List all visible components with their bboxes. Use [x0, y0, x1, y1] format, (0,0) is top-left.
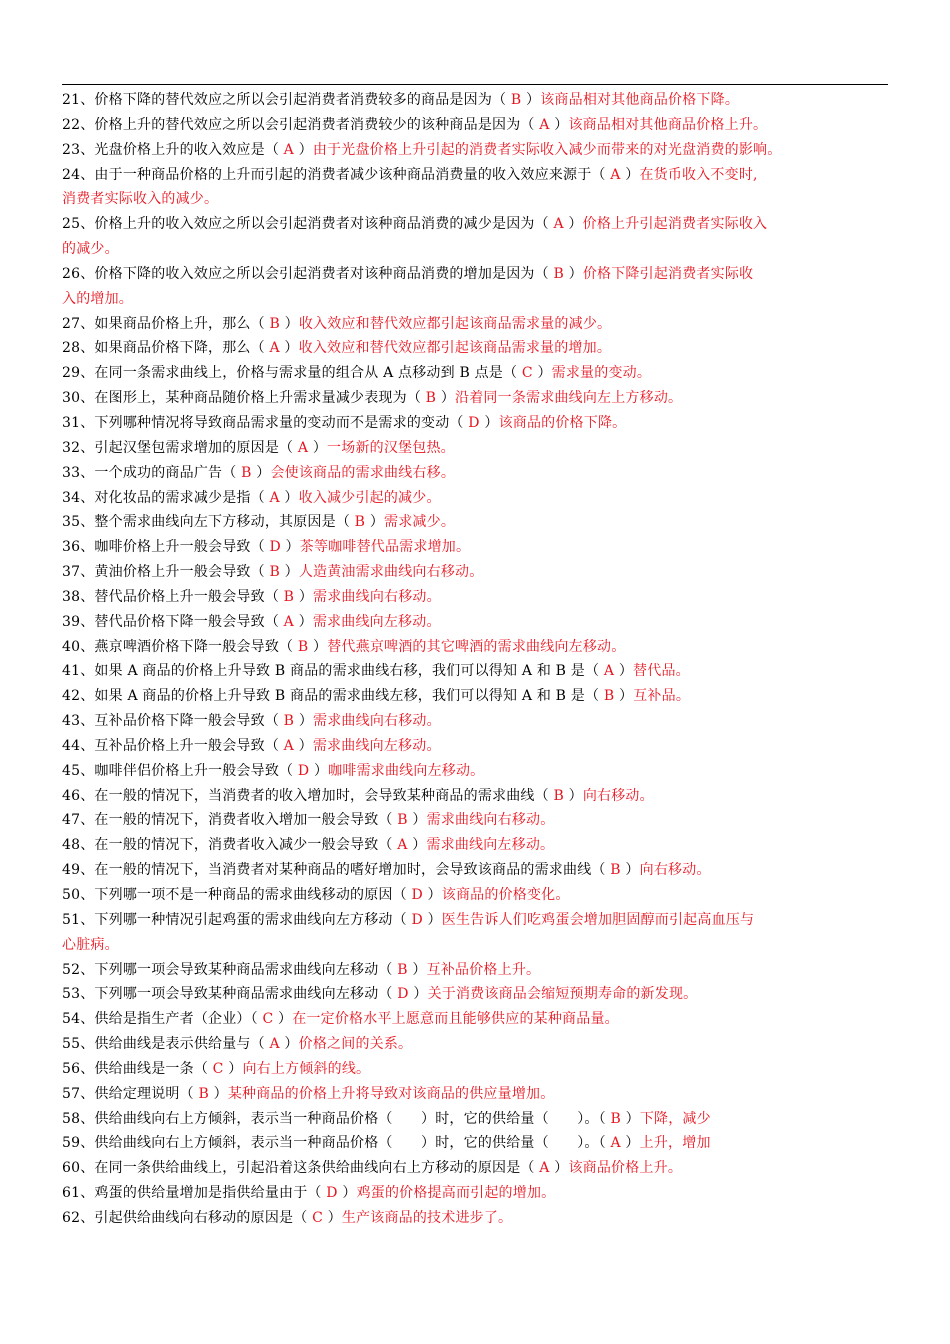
question-text: ）	[620, 862, 640, 879]
answer-text: 下降，减少	[639, 1110, 711, 1127]
question-text: 50、下列哪一项不是一种商品的需求曲线移动的原因（	[62, 887, 412, 903]
answer-text: B	[397, 812, 408, 829]
question-line	[62, 1007, 888, 1032]
answer-text: B	[198, 1085, 209, 1102]
question-line	[62, 287, 888, 312]
question-text: 37、黄油价格上升一般会导致（	[62, 564, 270, 581]
question-text: ）	[479, 414, 499, 431]
question-text: 61、鸡蛋的供给量增加是指供给量由于（	[62, 1185, 327, 1202]
question-text: 26、价格下降的收入效应之所以会引起消费者对该种商品消费的增加是因为（	[62, 265, 554, 282]
question-text: ）	[279, 315, 299, 332]
question-text: 60、在同一条供给曲线上，引起沿着这条供给曲线向右上方移动的原因是（	[62, 1160, 540, 1177]
question-text: ）	[309, 762, 329, 779]
answer-text: 需求曲线向左移动。	[312, 613, 441, 630]
question-line	[62, 784, 888, 809]
question-text: ）	[308, 439, 328, 456]
question-text: ）	[407, 812, 427, 829]
answer-text: 收入效应和替代效应都引起该商品需求量的减少。	[298, 315, 612, 332]
question-line	[62, 187, 888, 212]
question-line	[62, 535, 888, 560]
answer-text: A	[610, 1135, 621, 1152]
answer-text: 需求曲线向左移动。	[426, 837, 555, 854]
question-text: 45、咖啡伴侣价格上升一般会导致（	[62, 762, 298, 779]
question-text: 53、下列哪一项会导致某种商品需求曲线向左移动（	[62, 986, 398, 1003]
question-text: 38、替代品价格上升一般会导致（	[62, 588, 284, 605]
question-line	[62, 436, 888, 461]
question-line	[62, 908, 888, 933]
question-text: 36、咖啡价格上升一般会导致（	[62, 539, 270, 556]
question-line	[62, 958, 888, 983]
question-line	[62, 312, 888, 337]
question-text: ）	[337, 1185, 357, 1202]
answer-text: D	[297, 762, 310, 779]
question-text: ）	[279, 564, 299, 581]
question-text: 52、下列哪一项会导致某种商品需求曲线向左移动（	[62, 961, 398, 978]
question-line	[62, 212, 888, 237]
answer-text: 心脏病。	[62, 936, 119, 953]
answer-text: B	[553, 787, 564, 804]
question-text: 29、在同一条需求曲线上，价格与需求量的组合从 A 点移动到 B 点是（	[62, 365, 522, 382]
question-line	[62, 1206, 888, 1231]
question-text: ）	[422, 887, 442, 903]
question-line	[62, 585, 888, 610]
question-text: 49、在一般的情况下，当消费者对某种商品的嗜好增加时，会导致该商品的需求曲线（	[62, 862, 611, 879]
question-text: 39、替代品价格下降一般会导致（	[62, 613, 284, 630]
question-line	[62, 883, 888, 908]
question-text: 51、下列哪一种情况引起鸡蛋的需求曲线向左方移动（	[62, 911, 412, 928]
question-text: 25、价格上升的收入效应之所以会引起消费者对该种商品消费的减少是因为（	[62, 216, 554, 233]
answer-text: C	[521, 365, 533, 382]
answer-text: D	[468, 414, 480, 431]
question-line	[62, 1156, 888, 1181]
question-text: 33、一个成功的商品广告（	[62, 464, 242, 481]
answer-text: 需求曲线向左移动。	[312, 737, 441, 754]
question-text: ）	[549, 116, 569, 133]
question-line	[62, 386, 888, 411]
question-text: 44、互补品价格上升一般会导致（	[62, 737, 284, 754]
question-line	[62, 933, 888, 958]
question-text: 23、光盘价格上升的收入效应是（	[62, 141, 284, 158]
question-line	[62, 510, 888, 535]
question-line	[62, 709, 888, 734]
answer-text: A	[283, 737, 294, 754]
answer-text: D	[269, 539, 281, 556]
question-line	[62, 1082, 888, 1107]
question-text: 28、如果商品价格下降，那么（	[62, 340, 270, 357]
answer-text: 需求减少。	[384, 514, 456, 531]
answer-text: 生产该商品的技术进步了。	[341, 1209, 513, 1226]
question-text: ）	[614, 688, 634, 705]
answer-text: A	[269, 489, 280, 506]
answer-text: 价格下降引起消费者实际收	[582, 265, 754, 282]
answer-text: A	[397, 837, 408, 854]
question-text: ）	[280, 539, 300, 556]
question-list	[62, 88, 888, 1231]
question-line	[62, 858, 888, 883]
answer-text: 该商品相对其他商品价格下降。	[540, 92, 740, 108]
answer-text: 咖啡需求曲线向左移动。	[328, 762, 485, 779]
question-text: ）	[293, 613, 313, 630]
answer-text: A	[603, 663, 615, 680]
question-text: ）	[620, 166, 640, 183]
question-text: 40、燕京啤酒价格下降一般会导致（	[62, 638, 298, 655]
question-text: 21、价格下降的替代效应之所以会引起消费者消费较多的商品是因为（	[62, 92, 511, 108]
question-text: ）	[308, 638, 328, 655]
question-text: ）	[532, 365, 552, 382]
answer-text: B	[269, 564, 280, 581]
question-text: ）	[293, 737, 313, 754]
question-line	[62, 833, 888, 858]
question-line	[62, 411, 888, 436]
answer-text: 关于消费该商品会缩短预期寿命的新发现。	[427, 986, 698, 1003]
question-text: ）	[408, 986, 428, 1003]
question-line	[62, 1181, 888, 1206]
question-line	[62, 163, 888, 188]
question-text: 54、供给是指生产者（企业）（	[62, 1011, 263, 1028]
question-text: 55、供给曲线是表示供给量与（	[62, 1036, 270, 1053]
question-text: ）	[407, 837, 427, 854]
question-text: 34、对化妆品的需求减少是指（	[62, 489, 270, 506]
question-text: 41、如果 A 商品的价格上升导致 B 商品的需求曲线右移，我们可以得知 A 和 B 是（	[62, 663, 604, 680]
answer-text: 互补品价格上升。	[426, 961, 541, 978]
answer-text: B	[283, 713, 295, 730]
answer-text: 需求量的变动。	[551, 365, 652, 382]
answer-text: A	[539, 1160, 550, 1177]
answer-text: 向右上方倾斜的线。	[242, 1060, 371, 1077]
question-text: ）	[279, 340, 299, 357]
answer-text: 该商品价格上升。	[568, 1160, 683, 1177]
question-line	[62, 610, 888, 635]
answer-text: A	[539, 116, 550, 133]
answer-text: 某种商品的价格上升将导致对该商品的供应量增加。	[227, 1085, 555, 1102]
answer-text: 收入减少引起的减少。	[298, 489, 441, 506]
answer-text: 互补品。	[633, 688, 691, 705]
answer-text: 该商品的价格变化。	[441, 887, 570, 903]
question-text: 30、在图形上，某种商品随价格上升需求量减少表现为（	[62, 390, 426, 407]
answer-text: 在货币收入不变时,	[639, 166, 758, 183]
question-text: ）	[521, 92, 541, 108]
question-line	[62, 808, 888, 833]
header-rule	[62, 84, 888, 85]
answer-text: 医生告诉人们吃鸡蛋会增加胆固醇而引起高血压与	[441, 911, 755, 928]
question-text: ）	[279, 489, 299, 506]
answer-text: A	[283, 613, 294, 630]
answer-text: 需求曲线向右移动。	[313, 713, 441, 730]
question-line	[62, 262, 888, 287]
question-text: 32、引起汉堡包需求增加的原因是（	[62, 439, 298, 456]
question-line	[62, 237, 888, 262]
question-line	[62, 1032, 888, 1057]
answer-text: C	[262, 1011, 274, 1028]
question-text: ）	[294, 588, 314, 605]
answer-text: C	[212, 1060, 224, 1077]
answer-text: B	[283, 588, 295, 605]
answer-text: B	[603, 688, 615, 705]
answer-text: B	[397, 961, 408, 978]
answer-text: 一场新的汉堡包热。	[327, 439, 455, 456]
answer-text: B	[241, 464, 252, 481]
question-line	[62, 560, 888, 585]
question-line	[62, 982, 888, 1007]
question-text: 35、整个需求曲线向左下方移动，其原因是（	[62, 514, 355, 531]
answer-text: 需求曲线向右移动。	[426, 812, 555, 829]
question-text: ）	[223, 1060, 243, 1077]
question-line	[62, 113, 888, 138]
question-text: ）	[273, 1011, 293, 1028]
question-line	[62, 486, 888, 511]
answer-text: B	[610, 1110, 621, 1127]
question-line	[62, 1107, 888, 1132]
question-line	[62, 138, 888, 163]
answer-text: 该商品相对其他商品价格上升。	[568, 116, 768, 133]
answer-text: 价格之间的关系。	[298, 1036, 413, 1053]
answer-text: 替代燕京啤酒的其它啤酒的需求曲线向左移动。	[327, 638, 626, 655]
question-text: 62、引起供给曲线向右移动的原因是（	[62, 1209, 313, 1226]
question-line	[62, 336, 888, 361]
question-text: 24、由于一种商品价格的上升而引起的消费者减少该种商品消费量的收入效应来源于（	[62, 166, 611, 183]
answer-text: B	[510, 92, 522, 108]
answer-text: 沿着同一条需求曲线向左上方移动。	[455, 390, 683, 407]
question-line	[62, 659, 888, 684]
question-line	[62, 684, 888, 709]
answer-text: 的减少。	[62, 241, 119, 258]
question-text: 43、互补品价格下降一般会导致（	[62, 713, 284, 730]
question-text: 57、供给定理说明（	[62, 1085, 199, 1102]
question-text: ）	[323, 1209, 342, 1226]
answer-text: A	[297, 439, 309, 456]
question-text: ）	[407, 961, 427, 978]
question-line	[62, 88, 888, 113]
question-text: ）	[563, 265, 583, 282]
answer-text: D	[411, 887, 423, 903]
answer-text: A	[553, 216, 564, 233]
answer-text: 茶等咖啡替代品需求增加。	[299, 539, 471, 556]
question-line	[62, 1131, 888, 1156]
answer-text: 向右移动。	[639, 862, 711, 879]
answer-text: B	[354, 514, 366, 531]
question-line	[62, 361, 888, 386]
answer-text: D	[411, 911, 423, 928]
question-text: ）	[365, 514, 385, 531]
answer-text: 该商品的价格下降。	[498, 414, 627, 431]
answer-text: 鸡蛋的价格提高而引起的增加。	[356, 1185, 556, 1202]
answer-text: 需求曲线向右移动。	[313, 588, 441, 605]
question-text: ）	[422, 911, 442, 928]
question-text: 48、在一般的情况下，消费者收入减少一般会导致（	[62, 837, 398, 854]
answer-text: 向右移动。	[582, 787, 654, 804]
answer-text: A	[610, 166, 621, 183]
answer-text: D	[397, 986, 409, 1003]
question-text: 27、如果商品价格上升，那么（	[62, 315, 270, 332]
question-text: ）	[436, 390, 456, 407]
answer-text: 人造黄油需求曲线向右移动。	[298, 564, 484, 581]
answer-text: 在一定价格水平上愿意而且能够供应的某种商品量。	[292, 1011, 619, 1028]
question-line	[62, 759, 888, 784]
question-text: ）	[251, 464, 271, 481]
answer-text: 上升，增加	[639, 1135, 711, 1152]
answer-text: B	[425, 390, 437, 407]
question-text: 47、在一般的情况下，消费者收入增加一般会导致（	[62, 812, 398, 829]
question-text: ）	[294, 713, 314, 730]
answer-text: 入的增加。	[62, 290, 133, 307]
question-line	[62, 1057, 888, 1082]
question-text: 58、供给曲线向右上方倾斜，表示当一种商品价格（ ）时，它的供给量（ ）。（	[62, 1110, 611, 1127]
answer-text: A	[269, 340, 280, 357]
answer-text: D	[326, 1185, 338, 1202]
answer-text: B	[553, 265, 564, 282]
question-text: ）	[614, 663, 634, 680]
question-text: 31、下列哪种情况将导致商品需求量的变动而不是需求的变动（	[62, 414, 469, 431]
question-text: ）	[563, 216, 583, 233]
answer-text: 替代品。	[633, 663, 690, 680]
answer-text: C	[312, 1209, 323, 1226]
answer-text: 由于光盘价格上升引起的消费者实际收入减少而带来的对光盘消费的影响。	[312, 141, 782, 158]
answer-text: A	[269, 1036, 280, 1053]
question-text: ）	[620, 1135, 640, 1152]
question-line	[62, 635, 888, 660]
answer-text: B	[297, 638, 309, 655]
question-text: ）	[620, 1110, 640, 1127]
question-text: 22、价格上升的替代效应之所以会引起消费者消费较少的该种商品是因为（	[62, 116, 540, 133]
answer-text: B	[269, 315, 280, 332]
answer-text: B	[610, 862, 621, 879]
question-text: ）	[549, 1160, 569, 1177]
question-text: ）	[293, 141, 313, 158]
answer-text: 价格上升引起消费者实际收入	[582, 216, 768, 233]
answer-text: 收入效应和替代效应都引起该商品需求量的增加。	[298, 340, 612, 357]
answer-text: A	[283, 141, 294, 158]
question-text: 56、供给曲线是一条（	[62, 1060, 213, 1077]
question-text: ）	[208, 1085, 228, 1102]
question-text: 42、如果 A 商品的价格上升导致 B 商品的需求曲线左移，我们可以得知 A 和 B 是（	[62, 688, 604, 705]
question-text: 46、在一般的情况下，当消费者的收入增加时，会导致某种商品的需求曲线（	[62, 787, 554, 804]
answer-text: 消费者实际收入的减少。	[62, 191, 219, 208]
question-line	[62, 461, 888, 486]
question-text: ）	[563, 787, 583, 804]
question-line	[62, 734, 888, 759]
question-text: ）	[279, 1036, 299, 1053]
question-text: 59、供给曲线向右上方倾斜，表示当一种商品价格（ ）时，它的供给量（ ）。（	[62, 1135, 611, 1152]
answer-text: 会使该商品的需求曲线右移。	[270, 464, 456, 481]
